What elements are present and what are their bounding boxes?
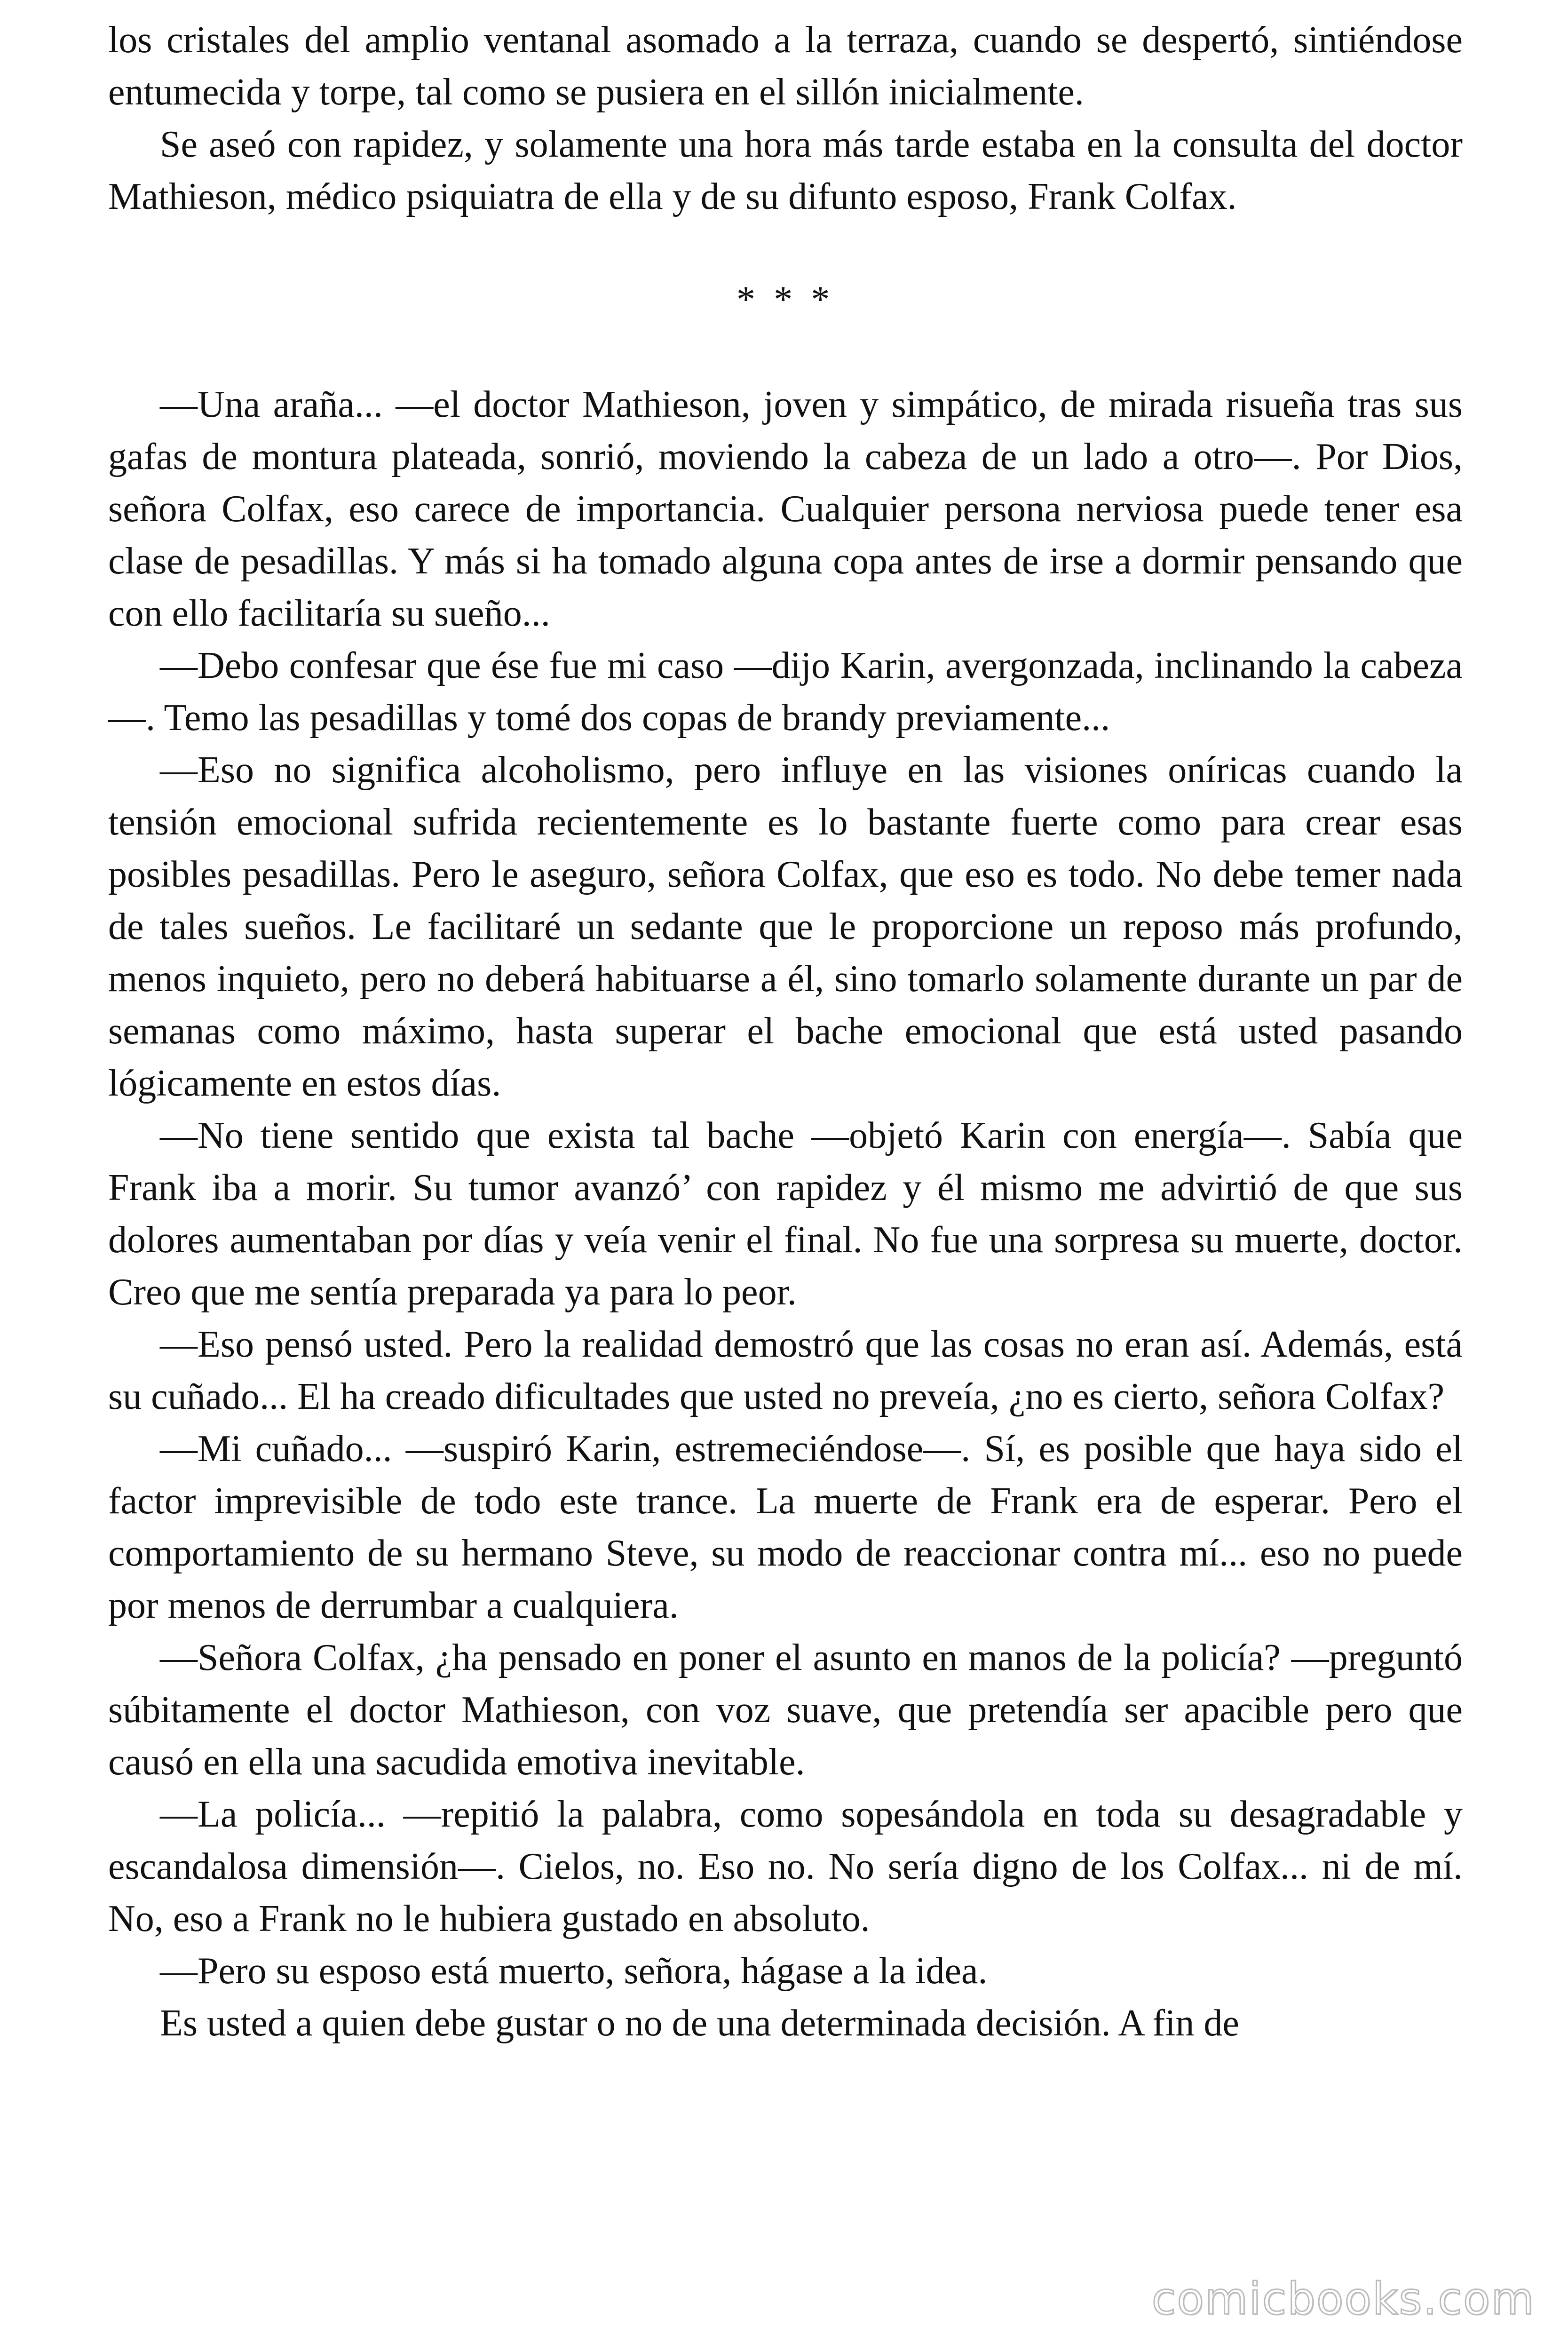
document-page [108,14,1463,2050]
dialogue-paragraph: —Mi cuñado... —suspiró Karin, estremeciéndose—. Sí, es posible que haya sido el factor imprevisible de todo este trance. La muerte de Frank era de esperar. Pero el comportamiento de su hermano Steve, su modo de reaccionar contra mí... eso no puede por menos de derrumbar a cualquiera. [108,1428,1463,1626]
paragraph: Se aseó con rapidez, y solamente una hora más tarde estaba en la consulta del doctor Mathieson, médico psiquiatra de ella y de su difunto esposo, Frank Colfax. [108,124,1463,217]
dialogue-paragraph: —Eso no significa alcoholismo, pero influye en las visiones oníricas cuando la tensión emocional sufrida recientemente es lo bastante fuerte como para crear esas posibles pesadillas. Pero le aseguro, señora Colfax, que eso es todo. No debe temer nada de tales sueños. Le facilitaré un sedante que le proporcione un reposo más profundo, menos inquieto, pero no deberá habituarse a él, sino tomarlo solamente durante un par de semanas como máximo, hasta superar el bache emocional que está usted pasando lógicamente en estos días. [108,749,1463,1104]
dialogue-paragraph: —Debo confesar que ése fue mi caso —dijo Karin, avergonzada, inclinando la cabeza—. Temo las pesadillas y tomé dos copas de brandy previamente... [108,645,1463,739]
paragraph-continuation: los cristales del amplio ventanal asomado a la terraza, cuando se despertó, sintiéndose entumecida y torpe, tal como se pusiera en el sillón inicialmente. [108,19,1463,113]
dialogue-paragraph: —Eso pensó usted. Pero la realidad demostró que las cosas no eran así. Además, está su cuñado... El ha creado dificultades que usted no preveía, ¿no es cierto, señora Colfax? [108,1324,1463,1417]
dialogue-paragraph: —Pero su esposo está muerto, señora, hágase a la idea. [160,1950,988,1992]
section-separator: * * * [736,279,834,320]
dialogue-paragraph: —Señora Colfax, ¿ha pensado en poner el asunto en manos de la policía? —preguntó súbitamente el doctor Mathieson, con voz suave, que pretendía ser apacible pero que causó en ella una sacudida emotiva inevitable. [108,1637,1463,1783]
dialogue-paragraph: —Una araña... —el doctor Mathieson, joven y simpático, de mirada risueña tras sus gafas de montura plateada, sonrió, moviendo la cabeza de un lado a otro—. Por Dios, señora Colfax, eso carece de importancia. Cualquier persona nerviosa puede tener esa clase de pesadillas. Y más si ha tomado alguna copa antes de irse a dormir pensando que con ello facilitaría su sueño... [108,384,1463,634]
watermark-text: comicbooks.com [1151,2273,1535,2325]
dialogue-paragraph: —No tiene sentido que exista tal bache —objetó Karin con energía—. Sabía que Frank iba a morir. Su tumor avanzó’ con rapidez y él mismo me advirtió de que sus dolores aumentaban por días y veía venir el final. No fue una sorpresa su muerte, doctor. Creo que me sentía preparada ya para lo peor. [108,1115,1463,1313]
dialogue-paragraph: —La policía... —repitió la palabra, como sopesándola en toda su desagradable y escandalosa dimensión—. Cielos, no. Eso no. No sería digno de los Colfax... ni de mí. No, eso a Frank no le hubiera gustado en absoluto. [108,1794,1463,1939]
paragraph: Es usted a quien debe gustar o no de una determinada decisión. A fin de [160,2002,1239,2044]
